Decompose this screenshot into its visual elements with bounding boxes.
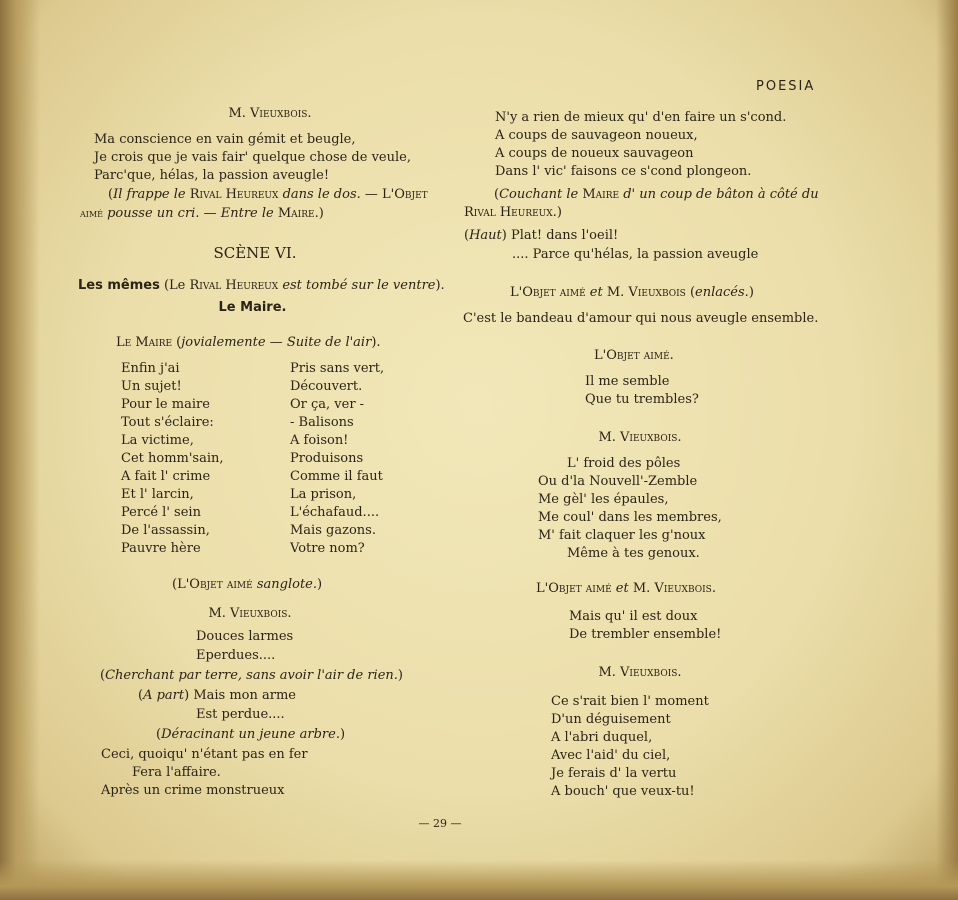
speaker-vieuxbois-2: M. Vieuxbois.	[208, 606, 292, 621]
speaker-objet-aime: L'Objet aimé.	[594, 348, 674, 363]
stage-direction-cherchant: (Cherchant par terre, sans avoir l'air de rien.)	[100, 668, 403, 683]
song-line: A foison!	[290, 433, 349, 448]
song-line: Pour le maire	[121, 397, 210, 412]
song-line: Comme il faut	[290, 469, 383, 484]
verse-line: M' fait claquer les g'noux	[538, 528, 706, 543]
cast-maire: Le Maire.	[218, 300, 287, 315]
verse-line: Me gèl' les épaules,	[538, 492, 669, 507]
song-line: Tout s'éclaire:	[121, 415, 214, 430]
verse-line-apart: (A part) Mais mon arme	[138, 688, 296, 703]
stage-direction-sanglote: (L'Objet aimé sanglote.)	[172, 577, 323, 592]
song-line: Produisons	[290, 451, 364, 466]
song-line: Mais gazons.	[290, 523, 376, 538]
verse-line: Parc'que, hélas, la passion aveugle!	[94, 168, 330, 183]
verse-line: A l'abri duquel,	[551, 730, 653, 745]
song-line: Découvert.	[290, 379, 363, 394]
verse-line: Eperdues....	[196, 648, 276, 663]
stage-direction-cont: aimé pousse un cri. — Entre le Maire.)	[80, 206, 324, 221]
song-line: La victime,	[121, 433, 194, 448]
verse-line: D'un déguisement	[551, 712, 671, 727]
song-line: Votre nom?	[290, 541, 365, 556]
verse-line: Je ferais d' la vertu	[551, 766, 677, 781]
scene-title: SCÈNE VI.	[213, 244, 297, 262]
verse-line: Dans l' vic' faisons ce s'cond plongeon.	[495, 164, 752, 179]
verse-line: Me coul' dans les membres,	[538, 510, 722, 525]
song-line: Pauvre hère	[121, 541, 201, 556]
running-header: POESIA	[756, 79, 816, 94]
page-number: — 29 —	[418, 817, 462, 830]
verse-line: Douces larmes	[196, 629, 294, 644]
verse-line: Avec l'aid' du ciel,	[551, 748, 671, 763]
cast-line: Les mêmes (Le Rival Heureux est tombé sur le ventre).	[78, 278, 445, 293]
song-line: L'échafaud....	[290, 505, 380, 520]
verse-line: De trembler ensemble!	[569, 627, 722, 642]
verse-line: L' froid des pôles	[567, 456, 681, 471]
song-line: Cet homm'sain,	[121, 451, 224, 466]
maire-direction: Le Maire (jovialemente — Suite de l'air).	[116, 335, 381, 350]
left-edge-shadow	[0, 0, 40, 900]
song-line: Pris sans vert,	[290, 361, 385, 376]
song-line: La prison,	[290, 487, 357, 502]
song-line: Percé l' sein	[121, 505, 201, 520]
verse-line: Mais qu' il est doux	[569, 609, 698, 624]
verse-line: N'y a rien de mieux qu' d'en faire un s'cond.	[495, 110, 787, 125]
speaker-vieuxbois-4: M. Vieuxbois.	[598, 665, 682, 680]
speaker-vieuxbois-3: M. Vieuxbois.	[598, 430, 682, 445]
verse-line: A coups de noueux sauvageon	[495, 146, 694, 161]
verse-line: Fera l'affaire.	[132, 765, 221, 780]
verse-line: C'est le bandeau d'amour qui nous aveugle ensemble.	[463, 311, 819, 326]
song-line: - Balisons	[290, 415, 354, 430]
stage-direction-deracinant: (Déracinant un jeune arbre.)	[156, 727, 346, 742]
verse-line: Je crois que je vais fair' quelque chose de veule,	[94, 150, 411, 165]
verse-line: Ce s'rait bien l' moment	[551, 694, 709, 709]
verse-line-haut: (Haut) Plat! dans l'oeil!	[464, 228, 619, 243]
verse-line: Ma conscience en vain gémit et beugle,	[94, 132, 356, 147]
verse-line: Même à tes genoux.	[567, 546, 700, 561]
bottom-edge-shadow	[0, 860, 958, 900]
verse-line: Ou d'la Nouvell'-Zemble	[538, 474, 698, 489]
verse-line: Après un crime monstrueux	[101, 783, 285, 798]
speaker-vieuxbois-1: M. Vieuxbois.	[228, 106, 312, 121]
verse-line: A bouch' que veux-tu!	[551, 784, 695, 799]
speaker-both-enlaces: L'Objet aimé et M. Vieuxbois (enlacés.)	[510, 285, 754, 300]
song-line: Et l' larcin,	[121, 487, 194, 502]
verse-line: Il me semble	[585, 374, 670, 389]
verse-line: Ceci, quoiqu' n'étant pas en fer	[101, 747, 308, 762]
song-line: Or ça, ver -	[290, 397, 365, 412]
song-line: Un sujet!	[121, 379, 182, 394]
right-edge-shadow	[936, 0, 958, 900]
speaker-both: L'Objet aimé et M. Vieuxbois.	[536, 581, 716, 596]
verse-line: Est perdue....	[196, 707, 285, 722]
verse-line: Que tu trembles?	[585, 392, 699, 407]
verse-line: A coups de sauvageon noueux,	[495, 128, 698, 143]
verse-line: .... Parce qu'hélas, la passion aveugle	[512, 247, 759, 262]
stage-direction: (Il frappe le Rival Heureux dans le dos. — L'Objet	[108, 187, 428, 202]
song-line: Enfin j'ai	[121, 361, 180, 376]
song-line: A fait l' crime	[121, 469, 211, 484]
song-line: De l'assassin,	[121, 523, 210, 538]
stage-direction-couchant-cont: Rival Heureux.)	[464, 205, 562, 220]
stage-direction-couchant: (Couchant le Maire d' un coup de bâton à côté du	[494, 187, 819, 202]
